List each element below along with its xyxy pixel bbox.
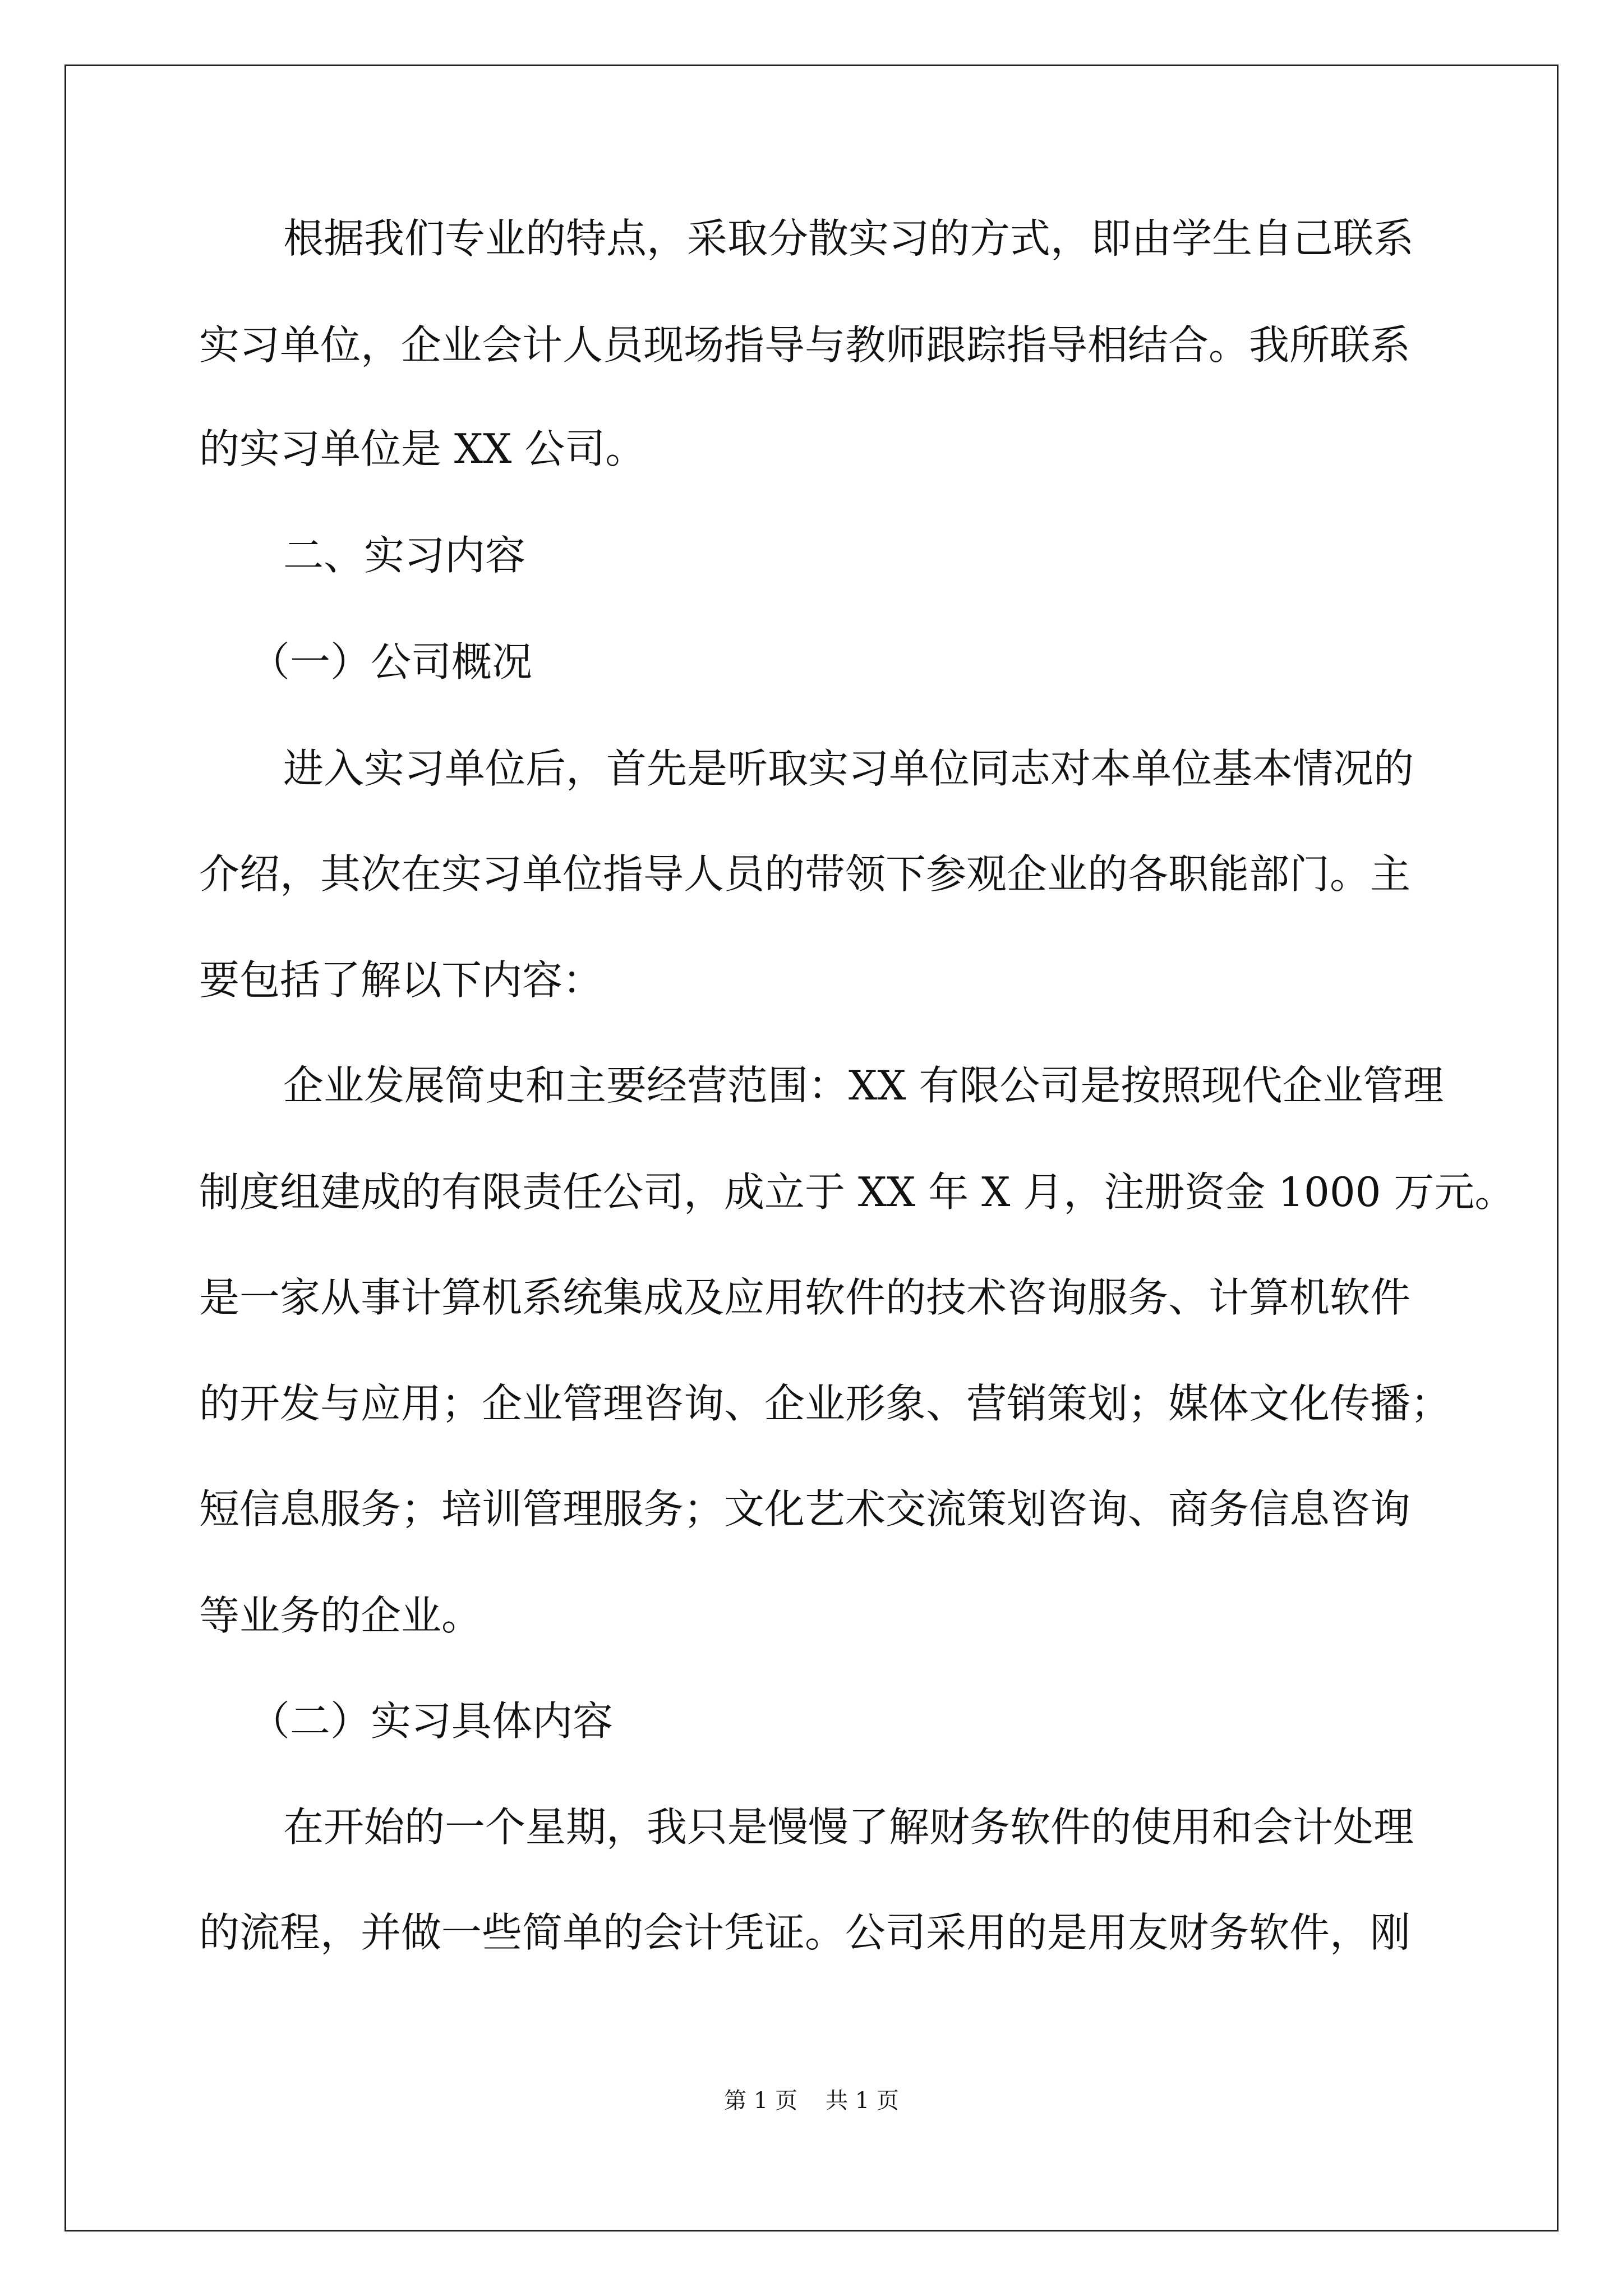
subsection-heading: （一）公司概况 xyxy=(250,638,533,685)
paragraph-line: 在开始的一个星期，我只是慢慢了解财务软件的使用和会计处理 xyxy=(283,1803,1414,1851)
paragraph-line: 的流程，并做一些简单的会计凭证。公司采用的是用友财务软件，刚 xyxy=(199,1909,1411,1956)
page-footer xyxy=(0,2087,1623,2115)
paragraph-line: 的开发与应用；企业管理咨询、企业形象、营销策划；媒体文化传播； xyxy=(199,1380,1451,1427)
paragraph-line: 企业发展简史和主要经营范围：XX 有限公司是按照现代企业管理 xyxy=(283,1062,1444,1109)
paragraph-line: 短信息服务；培训管理服务；文化艺术交流策划咨询、商务信息咨询 xyxy=(199,1485,1411,1533)
paragraph-line: 等业务的企业。 xyxy=(199,1592,482,1639)
paragraph-line: 的实习单位是 XX 公司。 xyxy=(199,425,646,472)
paragraph-line: 进入实习单位后，首先是听取实习单位同志对本单位基本情况的 xyxy=(283,745,1414,792)
paragraph-line: 制度组建成的有限责任公司，成立于 XX 年 X 月，注册资金 1000 万元。 xyxy=(199,1168,1515,1216)
page-total: 共 1 页 xyxy=(826,2088,899,2114)
paragraph-line: 根据我们专业的特点，采取分散实习的方式，即由学生自己联系 xyxy=(283,215,1414,262)
page-number: 第 1 页 xyxy=(724,2088,797,2114)
page-border xyxy=(64,65,1559,2231)
subsection-heading: （二）实习具体内容 xyxy=(250,1697,614,1745)
paragraph-line: 要包括了解以下内容： xyxy=(199,956,603,1004)
section-heading: 二、实习内容 xyxy=(283,532,526,579)
paragraph-line: 实习单位，企业会计人员现场指导与教师跟踪指导相结合。我所联系 xyxy=(199,321,1411,369)
paragraph-line: 是一家从事计算机系统集成及应用软件的技术咨询服务、计算机软件 xyxy=(199,1274,1411,1321)
paragraph-line: 介绍，其次在实习单位指导人员的带领下参观企业的各职能部门。主 xyxy=(199,850,1411,898)
